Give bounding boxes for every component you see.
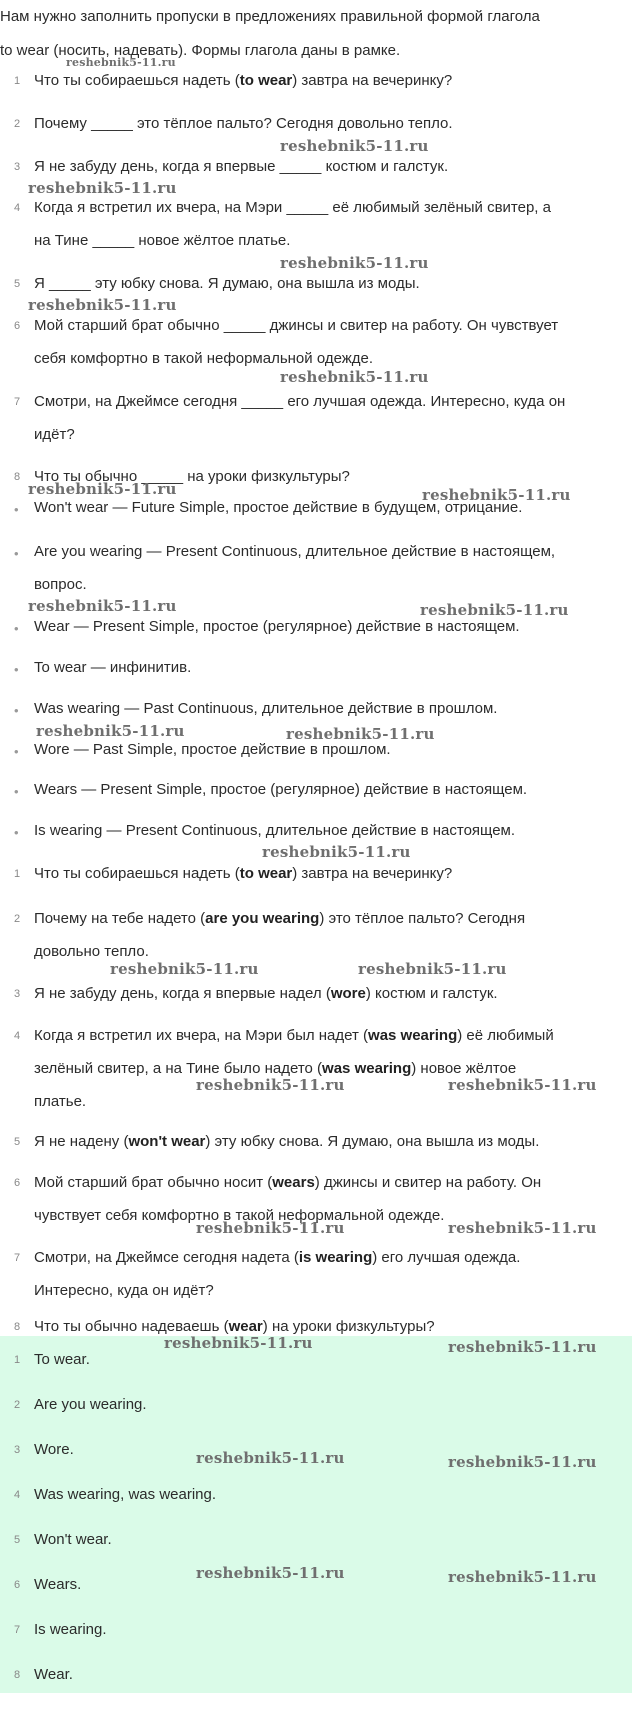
watermark: reshebnik5-11.ru [280, 137, 429, 155]
intro-line-2: to wear (носить, надевать). Формы глагола даны в рамке. [0, 42, 401, 59]
item-number: 6 [14, 320, 21, 332]
watermark: reshebnik5-11.ru [420, 601, 569, 619]
item-text: Когда я встретил их вчера, на Мэри _____ её любимый зелёный свитер, а [34, 199, 551, 216]
watermark: reshebnik5-11.ru [196, 1449, 345, 1467]
watermark: reshebnik5-11.ru [110, 960, 259, 978]
item-text-cont: идёт? [34, 426, 75, 443]
item-text: Что ты обычно _____ на уроки физкультуры? [34, 468, 350, 485]
item-number: 1 [14, 75, 21, 87]
item-text: Я не забуду день, когда я впервые _____ костюм и галстук. [34, 158, 449, 175]
watermark: reshebnik5-11.ru [448, 1076, 597, 1094]
watermark: reshebnik5-11.ru [448, 1338, 597, 1356]
watermark: reshebnik5-11.ru [196, 1076, 345, 1094]
item-number: 3 [14, 161, 21, 173]
answers-panel: 1 To wear. 2 Are you wearing. 3 Wore. 4 Was wearing, was wearing. 5 Won't wear. 6 Wears. 7 Is wearing. 8 Wear. [0, 1336, 632, 1693]
watermark: reshebnik5-11.ru [36, 722, 185, 740]
watermark: reshebnik5-11.ru [448, 1568, 597, 1586]
item-text: Мой старший брат обычно _____ джинсы и свитер на работу. Он чувствует [34, 317, 559, 334]
watermark: reshebnik5-11.ru [358, 960, 507, 978]
watermark: reshebnik5-11.ru [280, 368, 429, 386]
item-text: Почему _____ это тёплое пальто? Сегодня довольно тепло. [34, 115, 453, 132]
item-text: Смотри, на Джеймсе сегодня _____ его лучшая одежда. Интересно, куда он [34, 393, 566, 410]
watermark: reshebnik5-11.ru [28, 296, 177, 314]
watermark: reshebnik5-11.ru [422, 486, 571, 504]
watermark: reshebnik5-11.ru [262, 843, 411, 861]
watermark: reshebnik5-11.ru [280, 254, 429, 272]
item-text: Что ты собираешься надеть (to wear) завтра на вечеринку? [34, 72, 453, 89]
watermark: reshebnik5-11.ru [28, 480, 177, 498]
item-number: 4 [14, 202, 21, 214]
watermark: reshebnik5-11.ru [28, 179, 177, 197]
intro-line-1: Нам нужно заполнить пропуски в предложениях правильной формой глагола [0, 8, 540, 25]
watermark: reshebnik5-11.ru [196, 1219, 345, 1237]
item-text-cont: на Тине _____ новое жёлтое платье. [34, 232, 291, 249]
watermark: reshebnik5-11.ru [164, 1334, 313, 1352]
watermark: reshebnik5-11.ru [448, 1453, 597, 1471]
watermark: reshebnik5-11.ru [66, 56, 176, 69]
item-number: 8 [14, 471, 21, 483]
watermark: reshebnik5-11.ru [286, 725, 435, 743]
watermark: reshebnik5-11.ru [196, 1564, 345, 1582]
item-text-cont: себя комфортно в такой неформальной одежде. [34, 350, 374, 367]
watermark: reshebnik5-11.ru [28, 597, 177, 615]
item-number: 2 [14, 118, 21, 130]
item-number: 5 [14, 278, 21, 290]
item-number: 7 [14, 396, 21, 408]
watermark: reshebnik5-11.ru [448, 1219, 597, 1237]
item-text: Я _____ эту юбку снова. Я думаю, она вышла из моды. [34, 275, 420, 292]
